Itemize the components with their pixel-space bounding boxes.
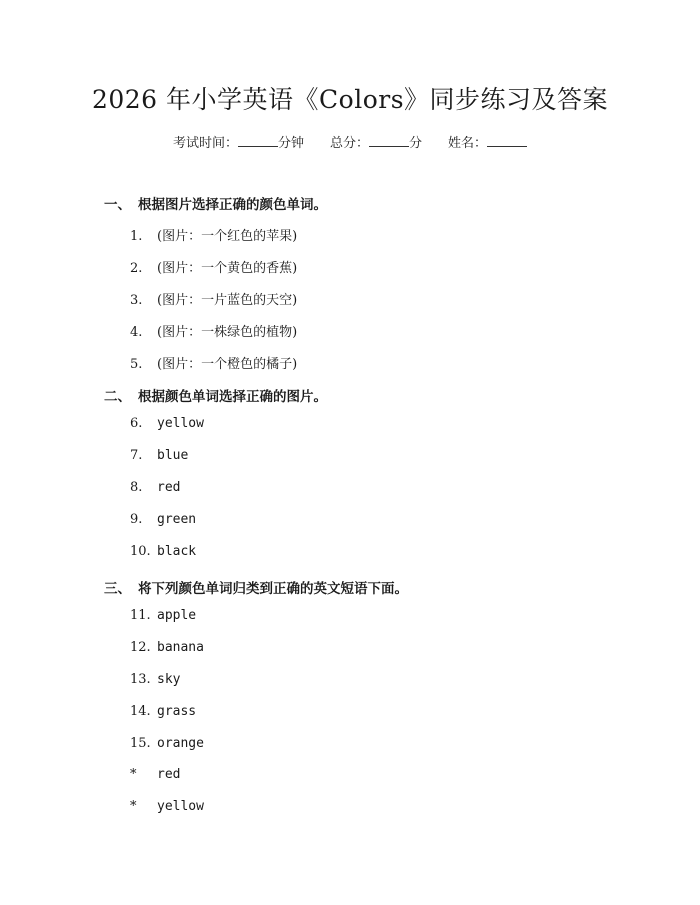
question-text: red — [157, 480, 181, 495]
section-heading — [104, 385, 327, 405]
question-number: 7. — [130, 448, 143, 463]
question-item — [130, 448, 188, 463]
student-name-label: 姓名： — [448, 136, 488, 151]
question-number: 1. — [130, 229, 143, 244]
question-number: 6. — [130, 416, 143, 431]
question-item — [130, 704, 196, 719]
question-number: 4. — [130, 325, 143, 340]
question-text: orange — [157, 736, 204, 751]
exam-time-unit: 分钟 — [277, 136, 304, 151]
question-number: 8. — [130, 480, 143, 495]
section-heading — [104, 577, 408, 597]
total-score-label: 总分： — [329, 136, 369, 151]
exam-time — [173, 132, 304, 151]
question-text: (图片：一株绿色的植物) — [157, 325, 298, 340]
student-name — [448, 132, 527, 151]
question-text: apple — [157, 608, 197, 623]
question-item — [130, 608, 196, 623]
question-item — [130, 225, 297, 244]
question-text: (图片：一个黄色的香蕉) — [157, 261, 298, 276]
section-heading — [104, 193, 327, 213]
question-item — [130, 736, 204, 751]
question-number: 2. — [130, 261, 143, 276]
exam-meta — [0, 132, 700, 151]
section-number: 一、 — [104, 197, 131, 213]
section-number: 三、 — [104, 581, 131, 597]
total-score-blank[interactable] — [369, 135, 409, 147]
question-number: 10. — [130, 544, 151, 559]
question-item — [130, 672, 180, 687]
question-number: 12. — [130, 640, 151, 655]
question-text: grass — [157, 704, 197, 719]
total-score — [330, 132, 422, 151]
question-text: green — [157, 512, 197, 527]
question-item — [130, 767, 180, 782]
question-item — [130, 257, 297, 276]
total-score-unit: 分 — [409, 136, 423, 151]
question-text: blue — [157, 448, 189, 463]
question-number: 5. — [130, 357, 143, 372]
question-number: 14. — [130, 704, 151, 719]
question-text: (图片：一片蓝色的天空) — [157, 293, 298, 308]
question-number: 9. — [130, 512, 143, 527]
section-number: 二、 — [104, 389, 131, 405]
question-number: * — [130, 767, 137, 782]
question-item — [130, 512, 196, 527]
section-title: 根据图片选择正确的颜色单词。 — [138, 197, 327, 213]
question-item — [130, 799, 204, 814]
question-text: yellow — [157, 799, 204, 814]
section-title: 将下列颜色单词归类到正确的英文短语下面。 — [138, 581, 408, 597]
question-item — [130, 289, 297, 308]
question-text: (图片：一个橙色的橘子) — [157, 357, 298, 372]
question-text: sky — [157, 672, 181, 687]
question-text: black — [157, 544, 197, 559]
question-item — [130, 353, 297, 372]
section-title: 根据颜色单词选择正确的图片。 — [138, 389, 327, 405]
question-text: (图片：一个红色的苹果) — [157, 229, 298, 244]
exam-time-label: 考试时间： — [172, 136, 238, 151]
exam-time-blank[interactable] — [238, 135, 278, 147]
question-text: yellow — [157, 416, 204, 431]
question-item — [130, 480, 180, 495]
question-number: 13. — [130, 672, 151, 687]
question-item — [130, 544, 196, 559]
question-item — [130, 416, 204, 431]
question-number: 3. — [130, 293, 143, 308]
page-title: 2026 年小学英语《Colors》同步练习及答案 — [91, 85, 609, 114]
student-name-blank[interactable] — [487, 135, 527, 147]
question-item — [130, 640, 204, 655]
question-text: banana — [157, 640, 204, 655]
question-item — [130, 321, 297, 340]
question-text: red — [157, 767, 181, 782]
question-number: 11. — [130, 608, 151, 623]
question-number: * — [130, 799, 137, 814]
question-number: 15. — [130, 736, 151, 751]
